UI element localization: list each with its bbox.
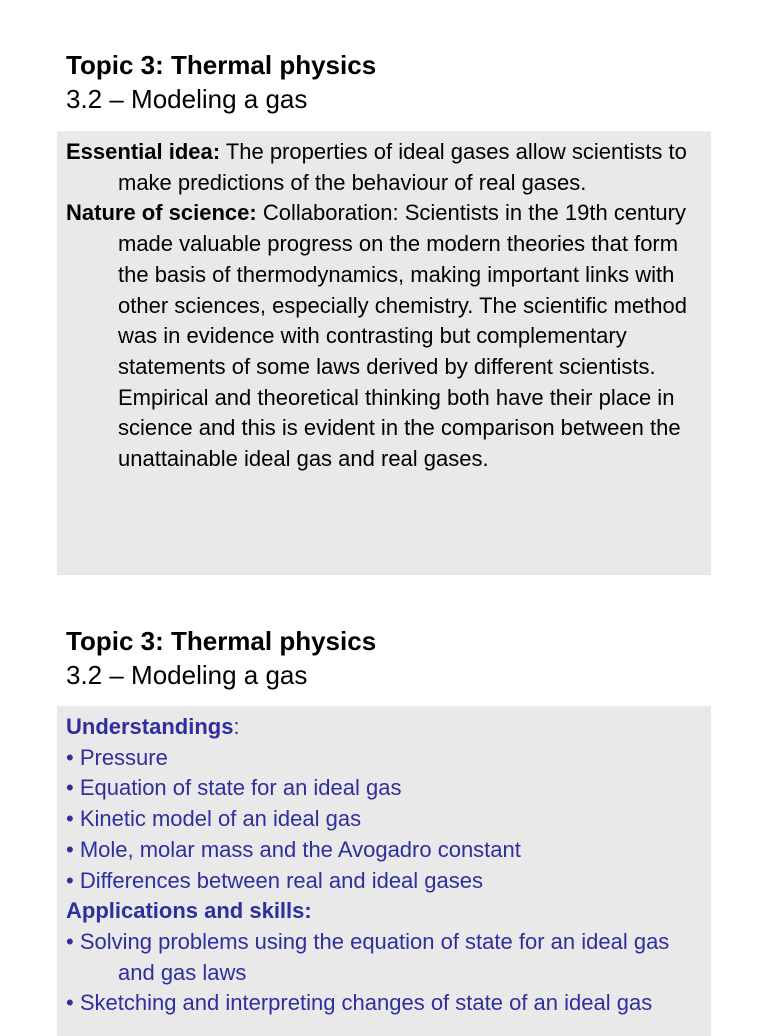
slide1-header xyxy=(66,48,746,116)
slide2-content-box xyxy=(57,706,711,1036)
application-item: • Sketching and interpreting changes of state of an ideal gas xyxy=(66,990,653,1016)
nature-of-science-text: Collaboration: Scientists in the 19th century made valuable progress on the modern theories that form the basis of thermodynamics, making important links with other sciences, especially chemistry. The scientific method was in evidence with contrasting but complementary statements of some laws derived by different scientists. Empirical and theoretical thinking both have their place in science and this is evident in the comparison between the unattainable ideal gas and real gases. xyxy=(118,200,687,472)
nature-of-science-label: Nature of science: xyxy=(66,200,257,226)
essential-idea-paragraph xyxy=(66,137,702,198)
essential-idea-label: Essential idea: xyxy=(66,139,221,164)
understanding-item: • Differences between real and ideal gases xyxy=(66,867,484,893)
applications-heading: Applications and skills: xyxy=(66,898,312,924)
nature-of-science-paragraph xyxy=(66,198,702,474)
understandings-list xyxy=(66,743,702,897)
understandings-heading xyxy=(66,712,702,743)
slide2-subtopic-title: 3.2 – Modeling a gas xyxy=(66,660,308,690)
understanding-item: • Pressure xyxy=(66,744,168,770)
slide2-topic-title: Topic 3: Thermal physics xyxy=(66,626,377,656)
understanding-item: • Equation of state for an ideal gas xyxy=(66,775,402,801)
understandings-label: Understandings xyxy=(66,714,234,739)
understanding-item: • Mole, molar mass and the Avogadro constant xyxy=(66,836,521,862)
applications-list xyxy=(66,927,702,1019)
understandings-colon: : xyxy=(233,714,240,739)
application-item: • Solving problems using the equation of state for an ideal gas and gas laws xyxy=(66,928,670,985)
slide2-header xyxy=(66,624,746,692)
slide1-topic-title: Topic 3: Thermal physics xyxy=(66,50,377,80)
slide1-content-box xyxy=(57,131,711,575)
essential-idea-text: The properties of ideal gases allow scientists to make predictions of the behaviour of real gases. xyxy=(118,139,687,195)
understanding-item: • Kinetic model of an ideal gas xyxy=(66,806,362,832)
slide1-subtopic-title: 3.2 – Modeling a gas xyxy=(66,84,308,114)
